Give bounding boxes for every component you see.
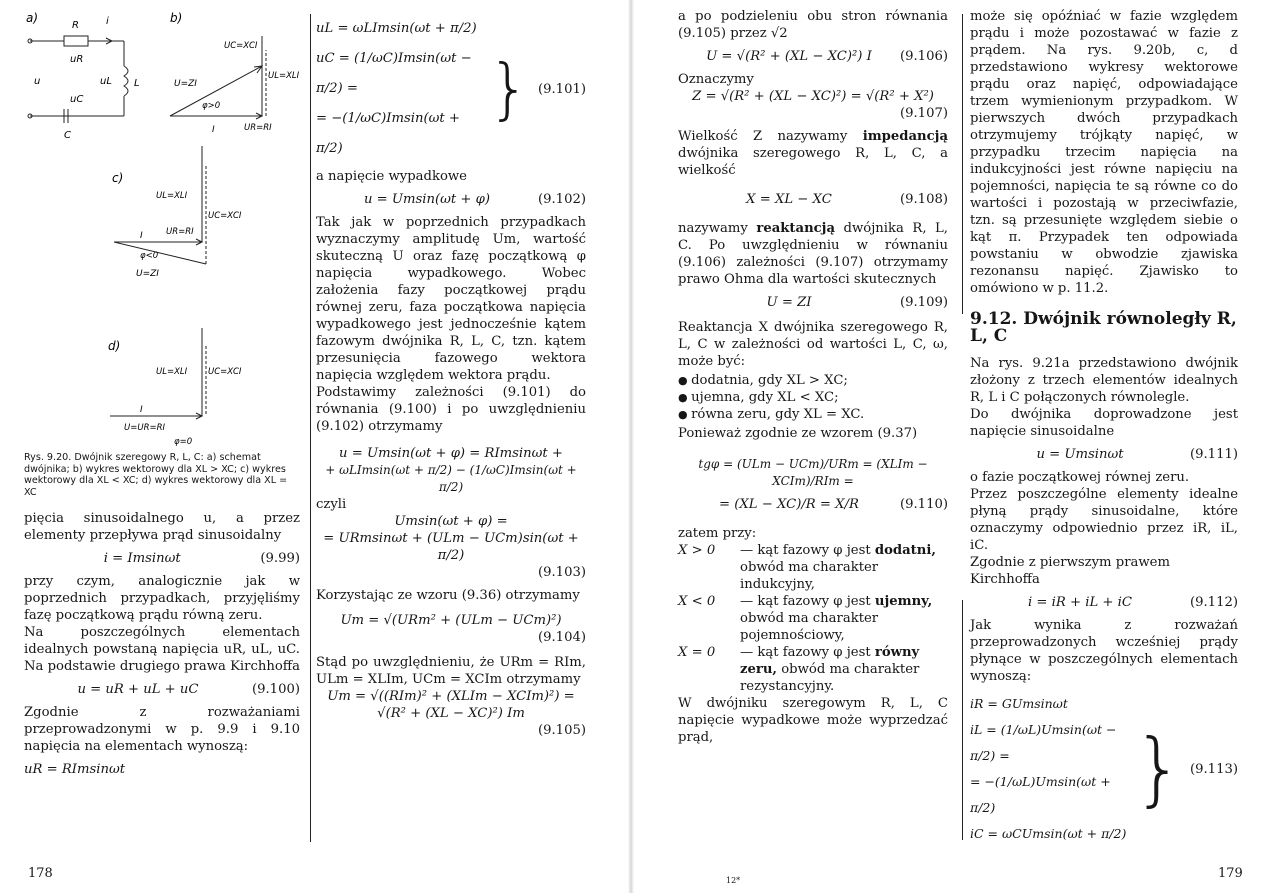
condition-key: X > 0 bbox=[678, 543, 716, 558]
figure-9-20 bbox=[24, 6, 300, 446]
equation: U = ZI bbox=[766, 295, 812, 310]
equation-number: (9.100) bbox=[251, 682, 300, 697]
page-number-right: 179 bbox=[1218, 866, 1243, 881]
equation: u = Umsin(ωt + φ) bbox=[363, 192, 490, 207]
equation-9-99 bbox=[24, 550, 300, 567]
paragraph: o fazie początkowej równej zeru. bbox=[970, 470, 1190, 485]
equation-9-107: Z = √(R² + (XL − XC)²) = √(R² + X²) bbox=[692, 89, 934, 104]
term-impedancja: impedancją bbox=[862, 129, 948, 144]
paragraph: Jak wynika z rozważań przeprowadzonych wcześniej prądy płynące w poszczególnych elementach wynoszą: bbox=[970, 618, 1238, 684]
right-page-column-1 bbox=[678, 8, 948, 746]
fig-a-C: C bbox=[64, 130, 71, 141]
equation-line: Um = √((RIm)² + (XLIm − XCIm)²) = bbox=[327, 689, 575, 704]
fig-b-UL: UL=XLI bbox=[268, 71, 300, 81]
equation-9-108 bbox=[678, 191, 948, 208]
condition-item bbox=[678, 542, 948, 593]
fig-label-a: a) bbox=[26, 11, 39, 25]
paragraph: Podstawimy zależności (9.101) do równania (9.100) i po uwzględnieniu (9.102) otrzymamy bbox=[316, 385, 586, 434]
fig-a-R: R bbox=[72, 20, 79, 31]
paragraph: Zgodnie z rozważaniami przeprowadzonymi w p. 9.9 i 9.10 napięcia na elementach wynoszą: bbox=[24, 705, 300, 754]
list-item: ● dodatnia, gdy XL > XC; bbox=[678, 372, 948, 389]
right-column-divider-lower bbox=[962, 600, 963, 840]
equation-line: = −(1/ωC)Imsin(ωt + π/2) bbox=[316, 111, 460, 156]
paragraph: czyli bbox=[316, 497, 347, 512]
equation-line: √(R² + (XL − XC)²) Im bbox=[377, 706, 525, 721]
fig-a-L: L bbox=[134, 78, 140, 89]
paragraph: Na rys. 9.21a przedstawiono dwójnik złożony z trzech elementów idealnych R, L i C połączonych równolegle. bbox=[970, 356, 1238, 405]
paragraph: Korzystając ze wzoru (9.36) otrzymamy bbox=[316, 588, 580, 603]
left-page-column-2 bbox=[316, 14, 586, 739]
fig-c-UL: UL=XLI bbox=[156, 191, 188, 201]
equation-number: (9.111) bbox=[1189, 447, 1238, 462]
fig-a-uR: uR bbox=[70, 54, 84, 65]
fig-c-I: I bbox=[140, 231, 143, 241]
equation-9-100 bbox=[24, 681, 300, 698]
equation-9-101 bbox=[316, 14, 586, 164]
paragraph: Do dwójnika doprowadzone jest napięcie sinusoidalne bbox=[970, 407, 1238, 439]
equation-line: + ωLImsin(ωt + π/2) − (1/ωC)Imsin(ωt + π/2) bbox=[325, 463, 577, 494]
equation-number: (9.99) bbox=[260, 551, 300, 566]
equation-number: (9.104) bbox=[537, 630, 586, 645]
fig-c-UC: UC=XCI bbox=[208, 211, 242, 221]
fig-label-c: c) bbox=[112, 171, 124, 185]
equation-line: iL = (1/ωL)Umsin(ωt − π/2) = bbox=[970, 722, 1117, 763]
fig-d-UL: UL=XLI bbox=[156, 367, 188, 377]
paragraph: zatem przy: bbox=[678, 526, 757, 541]
equation-line: iR = GUmsinωt bbox=[970, 696, 1068, 711]
equation-line: tgφ = (ULm − UCm)/URm = (XLIm − XCIm)/RIm = bbox=[698, 457, 928, 488]
equation-line: uL = ωLImsin(ωt + π/2) bbox=[316, 21, 477, 36]
equation-9-104: Um = √(URm² + (ULm − UCm)²) bbox=[340, 613, 562, 628]
equation: = (XL − XC)/R = X/R bbox=[719, 497, 859, 512]
fig-b-I: I bbox=[212, 125, 215, 135]
equation-number: (9.106) bbox=[899, 49, 948, 64]
equation-number: (9.113) bbox=[1189, 761, 1238, 777]
paragraph: Reaktancja X dwójnika szeregowego R, L, C w zależności od wartości L, C, ω, może być: bbox=[678, 320, 948, 369]
equation-9-113 bbox=[970, 691, 1238, 847]
paragraph: W dwójniku szeregowym R, L, C napięcie wypadkowe może wyprzedzać prąd, bbox=[678, 696, 948, 745]
page-number-left: 178 bbox=[28, 866, 53, 881]
fig-a-uC: uC bbox=[70, 94, 84, 105]
term-reaktancja: reaktancją bbox=[756, 221, 835, 236]
right-page-column-2 bbox=[970, 8, 1238, 847]
equation: X = XL − XC bbox=[746, 192, 832, 207]
equation-line: iC = ωCUmsin(ωt + π/2) bbox=[970, 826, 1127, 841]
equation-number: (9.105) bbox=[537, 723, 586, 738]
paragraph: Tak jak w poprzednich przypadkach wyznaczymy amplitudę Um, wartość skuteczną U oraz fazę początkową φ napięcia wypadkowego. Wobec założenia fazy początkowej prądu równej zeru, faza początkowa napięcia wypadkowego jest jednocześnie kątem fazowym dwójnika R, L, C, tzn. kątem przesunięcia fazowego wektora napięcia względem wektora prądu. bbox=[316, 215, 586, 383]
fig-d-phi: φ=0 bbox=[174, 437, 193, 446]
fig-label-b: b) bbox=[170, 11, 183, 25]
paragraph: przy czym, analogicznie jak w poprzednich przypadkach, przyjęliśmy fazę początkową prądu równą zeru. bbox=[24, 574, 300, 623]
fig-b-UC: UC=XCI bbox=[224, 41, 258, 51]
fig-b-UZI: U=ZI bbox=[174, 79, 197, 89]
paragraph: Na poszczególnych elementach idealnych powstaną napięcia uR, uL, uC. Na podstawie drugiego prawa Kirchhoffa bbox=[24, 625, 300, 674]
fig-c-UZI: U=ZI bbox=[136, 269, 159, 279]
signature-mark: 12* bbox=[726, 876, 741, 885]
equation-9-111 bbox=[970, 446, 1238, 463]
fig-a-uL: uL bbox=[100, 76, 112, 87]
paragraph: Oznaczymy bbox=[678, 72, 754, 87]
paragraph: a napięcie wypadkowe bbox=[316, 169, 467, 184]
equation-number: (9.107) bbox=[899, 106, 948, 121]
equation-number: (9.109) bbox=[899, 295, 948, 310]
equation-number: (9.110) bbox=[899, 497, 948, 512]
paragraph: Wielkość Z nazywamy impedancją dwójnika szeregowego R, L, C, a wielkość bbox=[678, 129, 948, 178]
equation-9-106 bbox=[678, 48, 948, 65]
paragraph: a po podzieleniu obu stron równania (9.105) przez √2 bbox=[678, 9, 948, 41]
right-brace: } bbox=[487, 50, 530, 127]
list-item: ● równa zeru, gdy XL = XC. bbox=[678, 406, 948, 423]
equation-9-112 bbox=[970, 594, 1238, 611]
equation: u = uR + uL + uC bbox=[77, 682, 199, 697]
book-gutter bbox=[628, 0, 634, 893]
paragraph: pięcia sinusoidalnego u, a przez elementy przepływa prąd sinusoidalny bbox=[24, 511, 300, 543]
equation-line: uC = (1/ωC)Imsin(ωt − π/2) = bbox=[316, 51, 472, 96]
condition-text: — kąt fazowy φ jest dodatni, obwód ma charakter indukcyjny, bbox=[740, 543, 936, 592]
equation-line: u = Umsin(ωt + φ) = RImsinωt + bbox=[339, 446, 563, 461]
equation-number: (9.112) bbox=[1189, 595, 1238, 610]
fig-b-phi: φ>0 bbox=[202, 101, 221, 111]
fig-a-i: i bbox=[106, 16, 109, 27]
condition-text: — kąt fazowy φ jest ujemny, obwód ma charakter pojemnościowy, bbox=[740, 594, 933, 643]
equation-line: = −(1/ωL)Umsin(ωt + π/2) bbox=[970, 774, 1111, 815]
equation: u = Umsinωt bbox=[1036, 447, 1124, 462]
condition-text: — kąt fazowy φ jest równy zeru, obwód ma charakter rezystancyjny. bbox=[740, 645, 920, 694]
equation-number: (9.103) bbox=[537, 565, 586, 580]
fig-d-U: U=UR=RI bbox=[124, 423, 166, 433]
fig-b-UR: UR=RI bbox=[244, 123, 272, 133]
right-column-divider bbox=[962, 14, 963, 314]
equation: i = iR + iL + iC bbox=[1028, 595, 1132, 610]
paragraph: Ponieważ zgodnie ze wzorem (9.37) bbox=[678, 426, 918, 441]
equation-line: = URmsinωt + (ULm − UCm)sin(ωt + π/2) bbox=[323, 531, 579, 563]
equation-9-109 bbox=[678, 294, 948, 311]
paragraph: Stąd po uwzględnieniu, że URm = RIm, ULm = XLIm, UCm = XCIm otrzymamy bbox=[316, 655, 586, 687]
fig-a-u: u bbox=[34, 76, 41, 87]
equation-9-102 bbox=[316, 191, 586, 208]
condition-key: X < 0 bbox=[678, 594, 716, 609]
equation-line: Umsin(ωt + φ) = bbox=[394, 514, 508, 529]
fig-d-I: I bbox=[140, 405, 143, 415]
equation-number: (9.101) bbox=[537, 81, 586, 97]
list-item: ● ujemna, gdy XL < XC; bbox=[678, 389, 948, 406]
fig-label-d: d) bbox=[108, 339, 121, 353]
paragraph: nazywamy reaktancją dwójnika R, L, C. Po uwzględnieniu w równaniu (9.106) zależności (9.107) otrzymamy prawo Ohma dla wartości skutecznych bbox=[678, 221, 948, 287]
paragraph: Przez poszczególne elementy idealne płyną prądy sinusoidalne, które oznaczymy odpowiednio przez iR, iL, iC. bbox=[970, 487, 1238, 553]
left-page-column-1 bbox=[24, 6, 300, 778]
section-heading: 9.12. Dwójnik równoległy R, L, C bbox=[970, 309, 1237, 346]
condition-item bbox=[678, 593, 948, 644]
equation-uR: uR = RImsinωt bbox=[24, 762, 126, 777]
equation: U = √(R² + (XL − XC)²) I bbox=[706, 49, 872, 64]
fig-c-UR: UR=RI bbox=[166, 227, 194, 237]
right-brace: } bbox=[1133, 722, 1184, 815]
fig-d-UC: UC=XCI bbox=[208, 367, 242, 377]
condition-key: X = 0 bbox=[678, 645, 716, 660]
paragraph: Zgodnie z pierwszym prawem Kirchhoffa bbox=[970, 555, 1170, 587]
figure-caption: Rys. 9.20. Dwójnik szeregowy R, L, C: a) schemat dwójnika; b) wykres wektorowy dla XL > XC; c) wykres wektorowy dla XL < XC; d) wykres wektorowy dla XL = XC bbox=[24, 452, 288, 498]
fig-c-phi: φ<0 bbox=[140, 251, 159, 261]
equation-number: (9.102) bbox=[537, 192, 586, 207]
equation: i = Imsinωt bbox=[103, 551, 181, 566]
condition-item bbox=[678, 644, 948, 695]
paragraph: może się opóźniać w fazie względem prądu i może pozostawać w fazie z prądem. Na rys. 9.20b, c, d przedstawiono wykresy wektorowe prądu oraz napięć, odpowiadające trzem wymienionym przypadkom. W pierwszych dwóch przypadkach otrzymujemy trójkąty napięć, w przypadku trzecim napięcia na indukcyjności jest równe napięciu na pojemności, napięcia te są równe co do wartości i pozostają w przeciwfazie, tzn. są przesunięte względem siebie o kąt π. Przypadek ten odpowiada powstaniu w obwodzie zjawiska rezonansu napięć. Zjawisko to omówiono w p. 11.2. bbox=[970, 9, 1238, 296]
equation-number: (9.108) bbox=[899, 192, 948, 207]
reactance-cases-list bbox=[678, 372, 948, 423]
equation-9-110 bbox=[678, 496, 948, 513]
left-column-divider bbox=[310, 14, 311, 842]
